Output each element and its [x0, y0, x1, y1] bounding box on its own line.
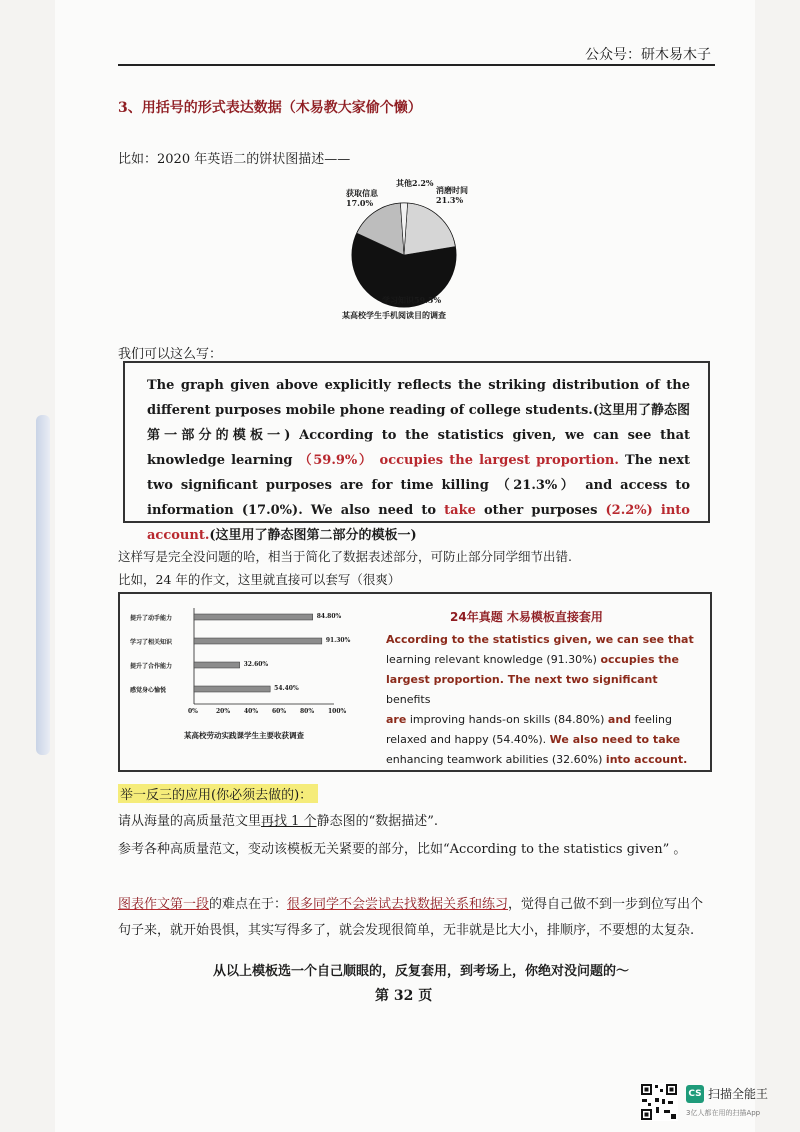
note-line-2: 比如，24 年的作文，这里就直接可以套写（很爽）: [118, 572, 401, 587]
bar: [194, 686, 270, 692]
example1-take: take: [444, 503, 476, 518]
difficulty-line-1: [118, 893, 703, 912]
example1-value-info: (17.0%): [241, 503, 299, 518]
bar-value-label: 54.40%: [274, 685, 299, 692]
bar-value-label: 32.60%: [243, 661, 269, 668]
bar-category-label: 学习了相关知识: [130, 639, 173, 646]
pie-label-info-value: 17.0%: [346, 198, 374, 208]
example1-access: and access to information: [147, 478, 691, 518]
scanner-brand: 扫描全能王: [708, 1087, 769, 1101]
difficulty-c: 很多同学不会尝试去找数据关系和练习: [287, 897, 509, 912]
example2-t9: feeling: [634, 713, 673, 726]
pie-slice-time: [404, 203, 455, 255]
example1-occupies: occupies the largest proportion.: [379, 453, 619, 468]
intro-text: 比如：2020 年英语二的饼状图描述——: [118, 152, 351, 167]
bar-category-label: 感觉身心愉悦: [130, 687, 167, 694]
example2-t7: improving hands-on skills (84.80%): [409, 713, 605, 726]
example2-t3: occupies the: [600, 653, 679, 666]
example2-title: 24年真题 木易模板直接套用: [450, 610, 603, 624]
section-heading: 3、用括号的形式表达数据（木易教大家偷个懒）: [118, 100, 422, 116]
page-header: [118, 40, 715, 66]
pie-label-time-name: 消磨时间: [436, 185, 468, 195]
pie-chart: [336, 175, 496, 325]
apply-title: 举一反三的应用(你必须去做的)：: [118, 784, 318, 803]
example2-t6: are: [386, 713, 407, 726]
bar-tick-label: 80%: [300, 708, 315, 715]
example2-t12: enhancing teamwork abilities (32.60%): [386, 753, 603, 766]
example1-sentence3: The next two significant purposes are for time killing: [147, 453, 691, 493]
example1-value-time: （21.3%）: [496, 478, 578, 493]
bar-chart: [124, 598, 378, 766]
example-box-2020: [123, 361, 710, 543]
pie-label-time: [436, 185, 468, 205]
apply-line-2: 参考各种高质量范文，变动该模板无关紧要的部分，比如“According to the statistics given” 。: [118, 842, 687, 857]
bar-tick-label: 0%: [188, 708, 198, 715]
example2-text: [386, 630, 704, 770]
apply-l1b: 再找 1 个: [261, 814, 317, 829]
bar: [194, 614, 313, 620]
bar-category-label: 提升了动手能力: [130, 615, 173, 622]
account-name: 公众号：研木易木子: [585, 47, 711, 63]
pie-label-other: 其他2.2%: [396, 178, 434, 188]
bar-tick-label: 40%: [244, 708, 259, 715]
pie-label-info: [346, 188, 378, 208]
example2-t10: relaxed and happy (54.40%).: [386, 733, 547, 746]
example1-sentence2: According to the statistics given, we can see that knowledge learning: [147, 428, 691, 468]
camscanner-logo-icon: CS: [686, 1085, 704, 1103]
bar: [194, 662, 240, 668]
qr-code-icon: [640, 1083, 678, 1121]
scanner-tagline: 3亿人都在用的扫描App: [686, 1109, 761, 1117]
example-box-2024: [118, 592, 712, 772]
difficulty-key: 图表作文第一段: [118, 897, 210, 912]
difficulty-d: ，觉得自己做不到一步到位写出个: [508, 897, 704, 912]
difficulty-b: 的难点在于：: [209, 897, 288, 912]
bar-value-label: 84.80%: [316, 613, 342, 620]
bar-tick-label: 100%: [328, 708, 347, 715]
apply-line-1: [118, 810, 438, 829]
example1-note1: (这里用了静态图第一部分的模板一): [147, 403, 691, 443]
example2-t4: largest proportion. The next two significant: [386, 673, 658, 686]
bar-chart-title: 某高校劳动实践课学生主要收获调查: [184, 731, 304, 740]
closing-line: 从以上模板选一个自己顺眼的，反复套用，到考场上，你绝对没问题的～: [213, 964, 630, 979]
example1-other: other purposes: [484, 503, 598, 518]
apply-l1c: 静态图的“数据描述”.: [316, 814, 438, 829]
example1-note2: (这里用了静态图第二部分的模板一): [209, 528, 417, 543]
example2-t1: According to the statistics given, we can see that: [386, 633, 694, 646]
difficulty-line-2: 句子来，就开始畏惧，其实写得多了，就会发现很简单，无非就是比大小，排顺序，不要想的太复杂.: [118, 923, 695, 938]
page-number: 第 32 页: [375, 988, 433, 1004]
example1-value-knowledge: （59.9%）: [298, 453, 374, 468]
example2-t5: benefits: [386, 693, 431, 706]
bar-tick-label: 20%: [216, 708, 231, 715]
bar: [194, 638, 322, 644]
example2-t2: learning relevant knowledge (91.30%): [386, 653, 597, 666]
lead-text: 我们可以这么写：: [118, 347, 223, 362]
note-line-1: 这样写是完全没问题的哈，相当于简化了数据表述部分，可防止部分同学细节出错.: [118, 549, 572, 564]
example2-t8: and: [607, 713, 632, 726]
bar-tick-label: 60%: [272, 708, 287, 715]
pie-label-time-value: 21.3%: [436, 195, 464, 205]
pie-label-knowledge: 学习知识59.5%: [382, 295, 442, 305]
example2-t11: We also need to take: [549, 733, 681, 746]
bar-value-label: 91.30%: [325, 637, 351, 644]
apply-l1a: 请从海量的高质量范文里: [118, 814, 262, 829]
pie-label-info-name: 获取信息: [346, 188, 378, 198]
example2-t13: into account.: [605, 753, 688, 766]
example1-value-other: (2.2%) into account.: [147, 503, 690, 543]
binding-edge: [36, 415, 50, 755]
example1-sentence1: The graph given above explicitly reflects the striking distribution of the different purposes mobile phone reading of college students.: [147, 378, 690, 418]
bar-category-label: 提升了合作能力: [130, 663, 173, 670]
example1-also: . We also need to: [298, 503, 437, 518]
pie-caption: 某高校学生手机阅读目的调查: [342, 310, 446, 320]
